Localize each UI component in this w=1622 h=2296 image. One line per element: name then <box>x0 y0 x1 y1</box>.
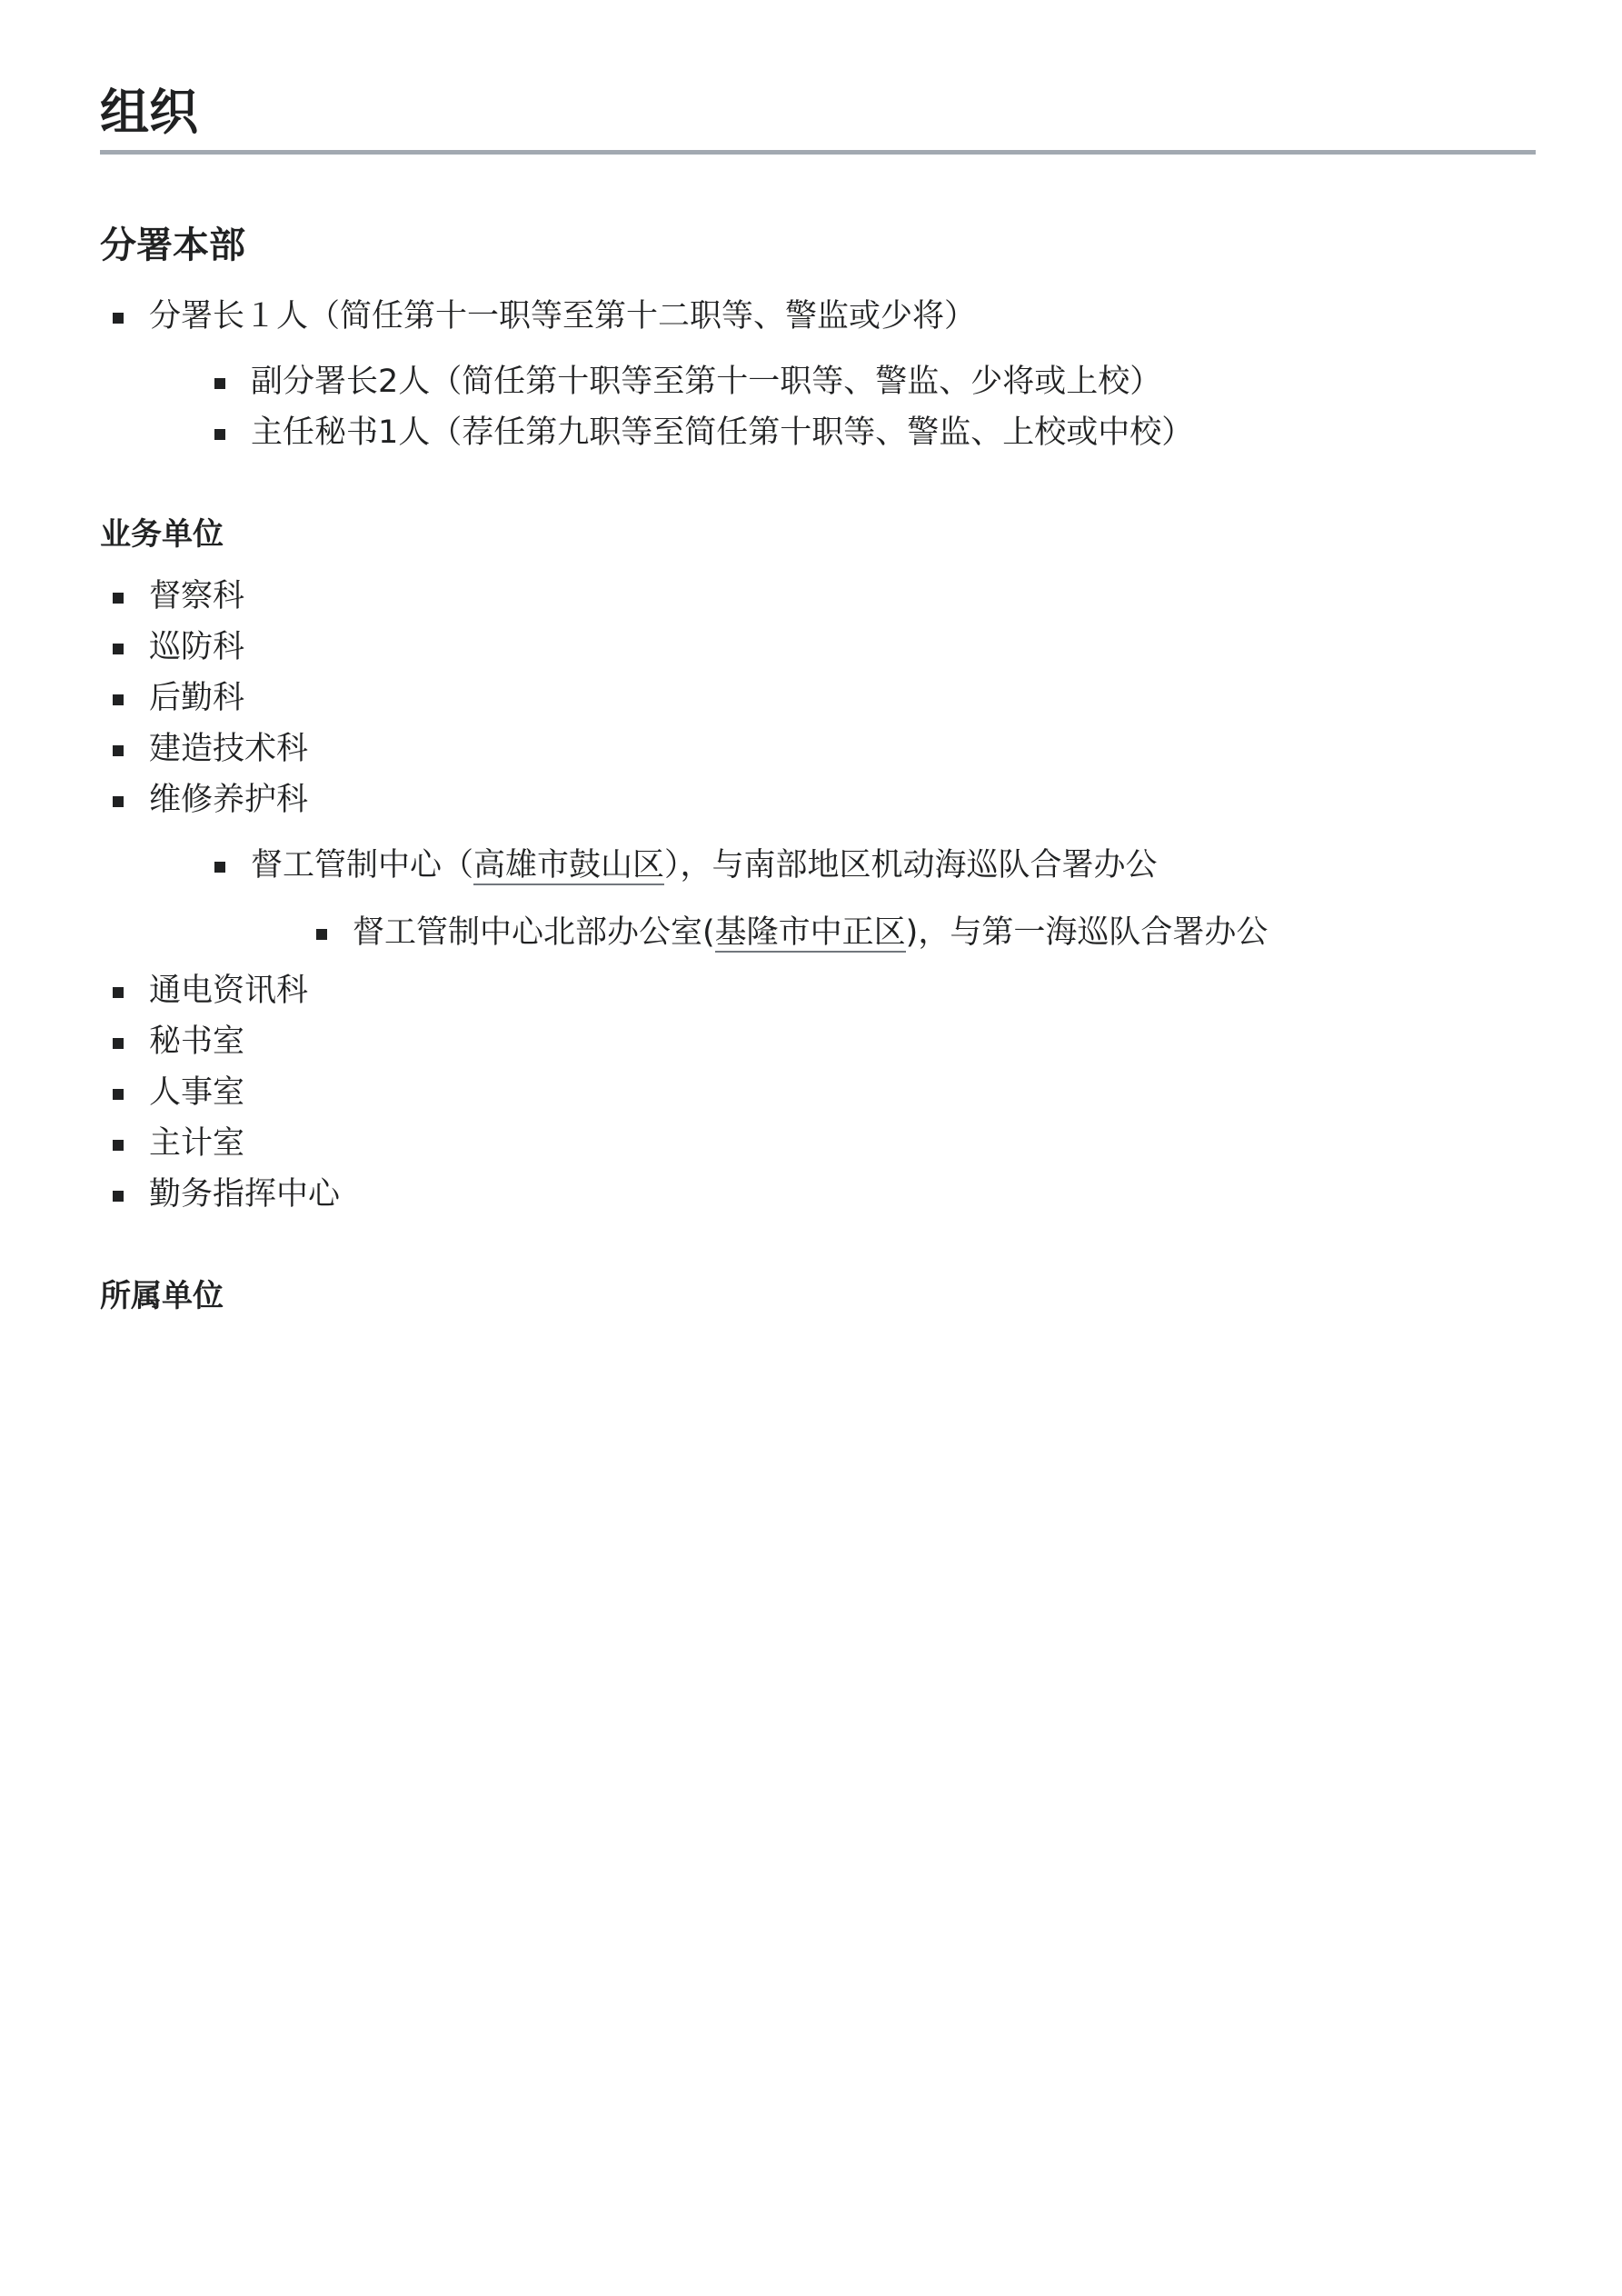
kaohsiung-gushan-link[interactable]: 高雄市鼓山区 <box>473 846 665 883</box>
list-item <box>100 724 1531 774</box>
subsub-suffix: )，与第一海巡队合署办公 <box>905 913 1269 951</box>
hq-secretary: 主任秘书1人（荐任第九职等至简任第十职等、警监、上校或中校） <box>251 414 1194 451</box>
keelung-zhongzheng-link[interactable]: 基隆市中正区 <box>714 913 906 951</box>
business-item: 秘书室 <box>149 1023 245 1060</box>
list-item <box>202 407 1531 458</box>
list-item <box>100 571 1531 622</box>
sub-prefix: 督工管制中心（ <box>251 846 474 883</box>
subsub-prefix: 督工管制中心北部办公室( <box>353 913 715 951</box>
list-item <box>100 1169 1531 1220</box>
section-heading-hq: 分署本部 <box>100 224 245 266</box>
list-item <box>304 907 1531 958</box>
hq-deputies-list <box>149 356 1531 458</box>
maintenance-subsub-list <box>251 907 1531 958</box>
business-item: 通电资讯科 <box>149 972 309 1009</box>
page-title: 组织 <box>100 84 1536 155</box>
business-item: 巡防科 <box>149 628 245 665</box>
business-item: 勤务指挥中心 <box>149 1175 341 1213</box>
business-item: 督察科 <box>149 577 245 614</box>
list-item <box>100 774 1531 958</box>
business-item: 维修养护科 <box>149 781 309 818</box>
section-heading-business: 业务单位 <box>100 515 224 553</box>
list-item <box>100 622 1531 673</box>
business-item: 主计室 <box>149 1124 245 1162</box>
list-item <box>100 965 1531 1016</box>
list-item <box>100 1016 1531 1067</box>
business-list <box>100 571 1531 1220</box>
section-heading-affiliated: 所属单位 <box>100 1277 224 1314</box>
maintenance-sub-list <box>149 840 1531 958</box>
hq-list <box>100 291 1531 458</box>
list-item <box>202 840 1531 958</box>
sub-suffix: ），与南部地区机动海巡队合署办公 <box>664 846 1158 883</box>
business-item: 建造技术科 <box>149 730 309 767</box>
list-item <box>100 1118 1531 1169</box>
list-item <box>202 356 1531 407</box>
hq-chief: 分署长１人（简任第十一职等至第十二职等、警监或少将） <box>149 297 977 334</box>
list-item <box>100 291 1531 458</box>
business-item: 后勤科 <box>149 679 245 716</box>
business-item: 人事室 <box>149 1073 245 1111</box>
list-item <box>100 673 1531 724</box>
list-item <box>100 1067 1531 1118</box>
hq-deputy: 副分署长2人（简任第十职等至第十一职等、警监、少将或上校） <box>251 363 1162 400</box>
